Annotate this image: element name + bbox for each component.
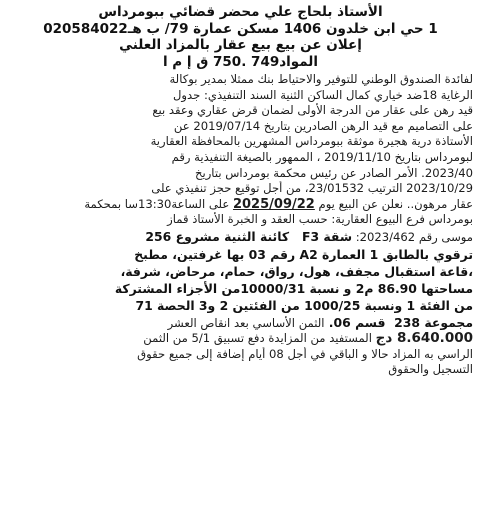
body-line: 2023/40. الأمر الصادر عن رئيس محكمة بومرداس بتاريخ [195,165,473,180]
notice-title: إعلان عن بيع بيع عقار بالمزاد العلني [119,37,362,53]
property-line: ،قاعة استقبال مجفف، هول، رواق، حمام، مرحاض، شرفة، [120,263,473,279]
body-line: الأستاذة درية هجيرة موثقة ببومرداس المشهرين بالمحافظة العقارية [150,134,473,149]
property-line: مساحتها 86.90 م2 و نسبة 10000/31من الأجزاء المشتركة [114,280,473,296]
parcel-group: مجموعة 238 قسم 06. [324,314,473,330]
property-intro-line [8,228,473,246]
body-line: لفائدة الصندوق الوطني للتوفير والاحتياط بنك ممثلا بمدير بوكالة [169,72,473,86]
deposit-terms: المستفيد من المزايدة دفع تسبيق 5/1 من الثمن [143,331,376,346]
property-line: من الفئة 1 ونسبة 1000/25 من الفئتين 2 و3 الحصة 71 [135,297,473,313]
body-line: بومرداس فرع البيوع العقارية: حسب العقد و الخبرة الأستاذ قماز [167,212,473,227]
legal-articles: المواد749 .750 ق إ م ا [162,53,319,70]
notice-body [8,72,473,378]
body-line: على التصاميم مع قيد الرهن الصادرين بتاريخ 2019/07/14 عن [173,118,473,133]
price-line [8,331,473,347]
bailiff-name: الأستاذ بلحاج علي محضر قضائي ببومرداس [98,4,383,20]
base-price-line [8,314,473,332]
base-price-label: الثمن الأساسي بعد انقاص العشر [167,315,325,330]
sale-date-line [8,197,473,213]
body-line: قيد رهن على عقار من الدرجة الأولى لضمان قرض عقاري وعقد بيع [152,103,473,118]
body-line: 2023/10/29 الترتيب 23/01532، من أجل توقيع حجز تنفيذي على [151,181,473,196]
base-price-amount: 8.640.000 دج [375,331,473,347]
body-line: لبومرداس بتاريخ 2019/11/10 ، الممهور بالصيغة التنفيذية رقم [171,149,473,164]
sale-date-prefix: عقار مرهون.. نعلن عن البيع يوم [314,196,473,211]
sale-time: على الساعة13:30سا بمحكمة [84,196,233,211]
notice-header [8,4,473,70]
body-line: الراسي به المزاد حالا و الباقي في أجل 08 أيام إضافة إلى جميع حقوق [137,346,473,361]
property-line: ترقوي بالطابق 1 العمارة A2 رقم 03 بها غرفتين، مطبخ [134,246,473,262]
body-line: الرغاية 18ضد خياري كمال الساكن الثنية السند التنفيذي: جدول [173,87,473,102]
bailiff-address: 1 حي ابن خلدون 1406 مسكن عمارة 79/ ب هـ020584022 [43,20,438,37]
property-type: شقة F3 كائنة الثنية مشروع 256 [145,228,353,244]
expert-ref: موسى رقم 2023/462: [352,229,473,244]
body-line: التسجيل والحقوق [388,362,473,377]
sale-date: 2025/09/22 [232,196,315,212]
